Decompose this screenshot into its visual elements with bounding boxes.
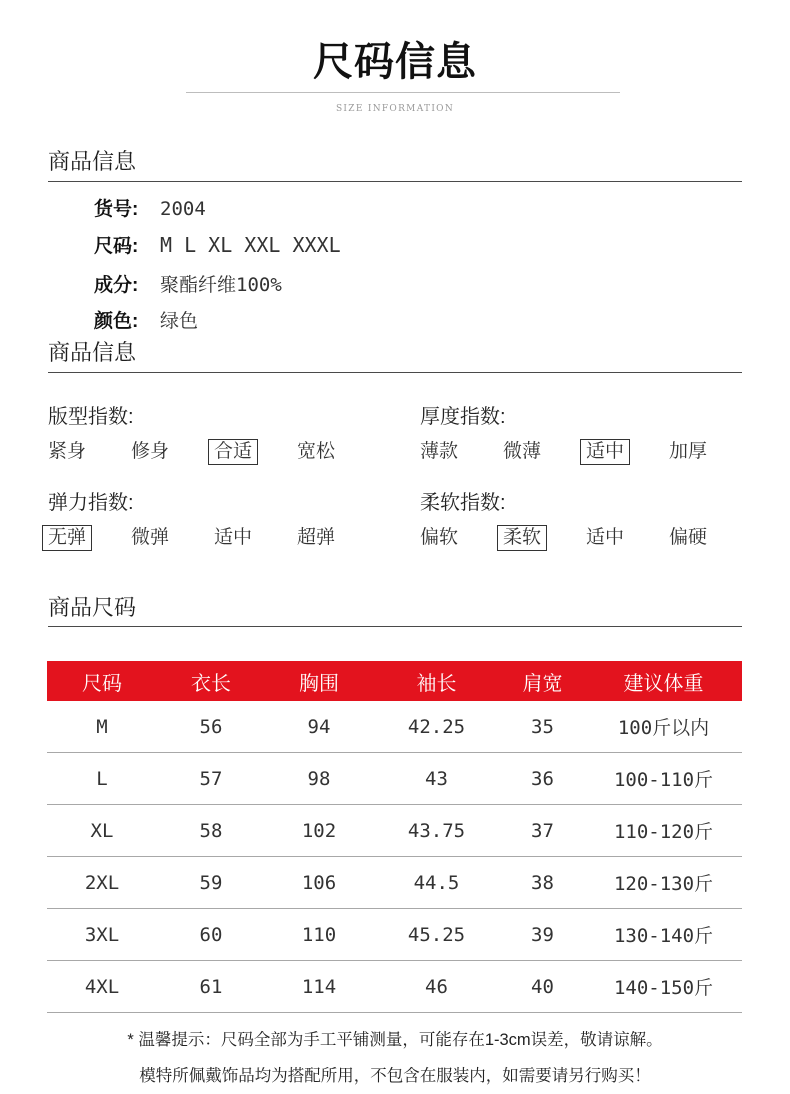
elasticity-index-label: 弹力指数: <box>48 492 134 514</box>
weight-cell: 130-140斤 <box>585 909 742 961</box>
shoulder-cell: 36 <box>500 753 585 805</box>
sleeve-cell: 44.5 <box>373 857 500 909</box>
fit-index-options <box>48 439 388 465</box>
weight-cell: 100-110斤 <box>585 753 742 805</box>
info-row-material <box>94 273 282 297</box>
table-row <box>47 909 742 961</box>
info-value: 聚酯纤维100% <box>160 274 282 296</box>
chest-cell: 110 <box>265 909 373 961</box>
section-divider <box>48 626 742 627</box>
table-row <box>47 857 742 909</box>
index-option: 柔软 <box>503 525 586 551</box>
info-value: 2004 <box>160 198 206 220</box>
index-option: 适中 <box>586 527 625 548</box>
column-header-length: 衣长 <box>157 661 265 701</box>
size-cell: L <box>47 753 157 805</box>
fit-index-group <box>48 405 388 465</box>
sleeve-cell: 46 <box>373 961 500 1013</box>
shoulder-cell: 40 <box>500 961 585 1013</box>
column-header-sleeve: 袖长 <box>373 661 500 701</box>
product-info-heading: 商品信息 <box>48 149 137 174</box>
thickness-index-options <box>420 439 760 465</box>
length-cell: 60 <box>157 909 265 961</box>
index-option: 适中 <box>214 527 253 548</box>
index-option: 适中 <box>586 439 669 465</box>
thickness-index-label: 厚度指数: <box>420 406 506 428</box>
index-option: 无弹 <box>48 525 131 551</box>
index-option: 宽松 <box>297 441 336 462</box>
index-option: 偏硬 <box>669 527 708 548</box>
thickness-index-group <box>420 405 760 465</box>
section-divider <box>48 372 742 373</box>
section-divider <box>48 181 742 182</box>
sleeve-cell: 42.25 <box>373 701 500 753</box>
chest-cell: 94 <box>265 701 373 753</box>
weight-cell: 140-150斤 <box>585 961 742 1013</box>
title-divider <box>186 92 620 93</box>
index-option: 超弹 <box>297 527 336 548</box>
chest-cell: 106 <box>265 857 373 909</box>
accessories-note: 模特所佩戴饰品均为搭配所用，不包含在服装内，如需要请另行购买！ <box>139 1067 651 1085</box>
softness-index-label: 柔软指数: <box>420 492 506 514</box>
column-header-size: 尺码 <box>47 661 157 701</box>
chest-cell: 102 <box>265 805 373 857</box>
weight-cell: 110-120斤 <box>585 805 742 857</box>
size-cell: XL <box>47 805 157 857</box>
shoulder-cell: 39 <box>500 909 585 961</box>
index-option: 合适 <box>214 439 297 465</box>
info-row-color <box>94 309 198 333</box>
column-header-shoulder: 肩宽 <box>500 661 585 701</box>
sleeve-cell: 43 <box>373 753 500 805</box>
info-label: 颜色: <box>94 311 139 332</box>
length-cell: 59 <box>157 857 265 909</box>
size-cell: 3XL <box>47 909 157 961</box>
size-cell: 2XL <box>47 857 157 909</box>
index-option: 薄款 <box>420 441 459 462</box>
length-cell: 57 <box>157 753 265 805</box>
table-row <box>47 701 742 753</box>
indices-heading: 商品信息 <box>48 340 137 365</box>
info-label: 尺码: <box>94 236 139 257</box>
elasticity-index-options <box>48 525 388 551</box>
page-subtitle: SIZE INFORMATION <box>335 104 455 114</box>
length-cell: 58 <box>157 805 265 857</box>
size-table-heading: 商品尺码 <box>48 595 137 620</box>
table-row <box>47 753 742 805</box>
softness-index-options <box>420 525 760 551</box>
length-cell: 56 <box>157 701 265 753</box>
info-label: 成分: <box>94 275 139 296</box>
sleeve-cell: 43.75 <box>373 805 500 857</box>
size-table <box>47 661 742 1013</box>
elasticity-index-group <box>48 491 388 551</box>
index-option: 微弹 <box>131 527 170 548</box>
shoulder-cell: 38 <box>500 857 585 909</box>
index-option: 紧身 <box>48 441 87 462</box>
table-row <box>47 805 742 857</box>
info-value: M L XL XXL XXXL <box>160 233 341 257</box>
table-header-row <box>47 661 742 701</box>
column-header-weight: 建议体重 <box>585 661 742 701</box>
page-title: 尺码信息 <box>313 40 477 84</box>
info-row-item-number <box>94 197 206 221</box>
size-cell: M <box>47 701 157 753</box>
info-value: 绿色 <box>160 310 199 332</box>
column-header-chest: 胸围 <box>265 661 373 701</box>
index-option: 加厚 <box>669 441 708 462</box>
table-body <box>47 701 742 1013</box>
fit-index-label: 版型指数: <box>48 406 134 428</box>
length-cell: 61 <box>157 961 265 1013</box>
weight-cell: 120-130斤 <box>585 857 742 909</box>
shoulder-cell: 35 <box>500 701 585 753</box>
shoulder-cell: 37 <box>500 805 585 857</box>
index-option: 偏软 <box>420 527 459 548</box>
weight-cell: 100斤以内 <box>585 701 742 753</box>
info-label: 货号: <box>94 199 139 220</box>
info-row-sizes <box>94 233 341 257</box>
chest-cell: 114 <box>265 961 373 1013</box>
index-option: 修身 <box>131 441 170 462</box>
measurement-note: * 温馨提示：尺码全部为手工平铺测量，可能存在1-3cm误差，敬请谅解。 <box>127 1031 663 1049</box>
chest-cell: 98 <box>265 753 373 805</box>
index-option: 微薄 <box>503 441 542 462</box>
size-cell: 4XL <box>47 961 157 1013</box>
sleeve-cell: 45.25 <box>373 909 500 961</box>
table-row <box>47 961 742 1013</box>
softness-index-group <box>420 491 760 551</box>
